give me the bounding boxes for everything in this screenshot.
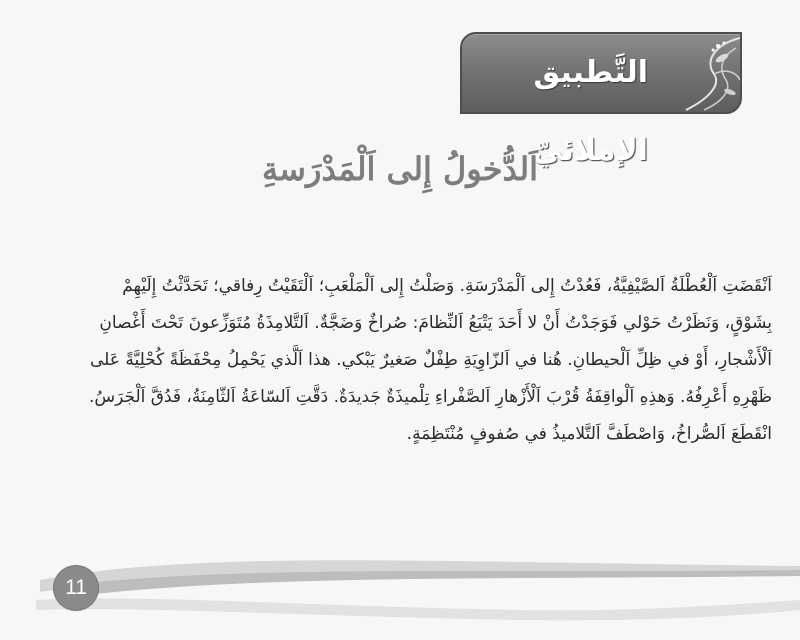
lesson-title: اَلدُّخولُ إِلى اَلْمَدْرَسةِ (262, 150, 538, 188)
section-title: التَّطبيق الإملائيّ (532, 55, 648, 168)
paragraph-line: ظَهْرِهِ أَعْرِفُهُ. وَهذِهِ اَلْواقِفَةُ قُرْبَ اَلْأَزْهارِ اَلصَّفْراءِ تِلْميذَةٌ جَديدَةٌ. دَقَّتِ اَلسّاعَةُ اَلثّامِنَةُ، فَدُقَّ اَلْجَرَسُ. (88, 387, 772, 407)
paragraph-line: اَنْقَضَتِ اَلْعُطْلَةُ اَلصَّيْفِيَّةُ، فَعُدْتُ إِلى اَلْمَدْرَسَةِ. وَصَلْتُ إِلى اَلْمَلْعَبِ؛ اَلْتَقَيْتُ رِفاقي؛ تَحَدَّثْتُ إِلَيْهِمْ (122, 276, 772, 296)
section-banner (460, 32, 742, 168)
paragraph-line: بِشَوْقٍ، وَنَظَرْتُ حَوْلي فَوَجَدْتُ أَنْ لا أَحَدَ يَتْبَعُ اَلنِّظامَ: صُراخٌ وَضَجَّةٌ. اَلتَّلامِذَةُ مُتَوَزِّعونَ تَحْتَ أَغْصانِ (99, 313, 772, 333)
paragraph-line: انْقَطَعَ اَلصُّراخُ، وَاصْطَفَّ اَلتَّلاميذُ في صُفوفٍ مُنْتَظِمَةٍ. (406, 424, 772, 444)
reading-paragraph (28, 268, 772, 453)
footer-swoosh-decoration (0, 540, 800, 640)
paragraph-line: اَلْأَشْجارِ، أَوْ في ظِلِّ اَلْحيطانِ. هُنا في اَلزّاوِيَةِ طِفْلٌ صَغيرٌ يَبْكي. هذا اَلَّذي يَحْمِلُ مِحْفَظَةً كُحْلِيَّةً عَلى (89, 350, 772, 370)
floral-ornament-icon (656, 34, 740, 112)
page-number-badge: 11 (54, 566, 98, 610)
